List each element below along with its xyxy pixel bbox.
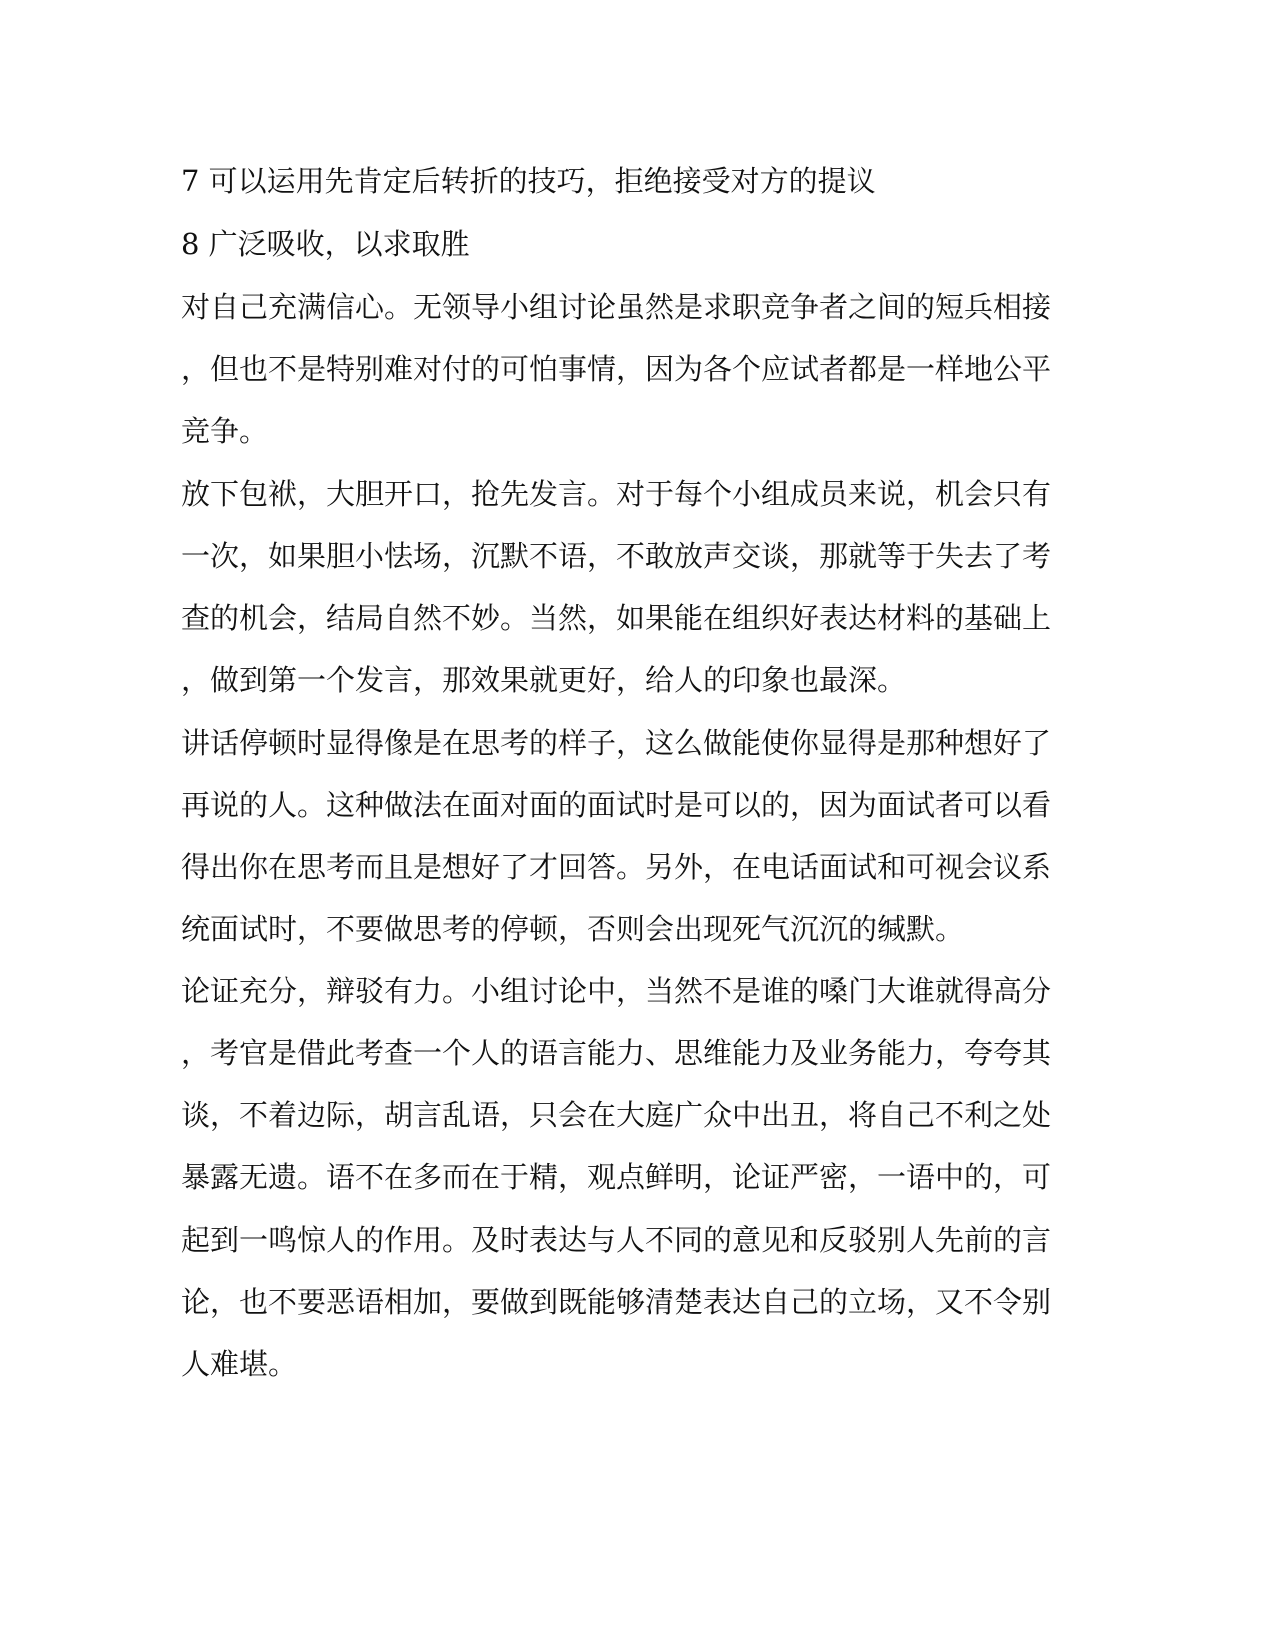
text-line: ，但也不是特别难对付的可怕事情，因为各个应试者都是一样地公平 xyxy=(181,352,1052,386)
text-line: 再说的人。这种做法在面对面的面试时是可以的，因为面试者可以看 xyxy=(181,788,1052,822)
text-line: 起到一鸣惊人的作用。及时表达与人不同的意见和反驳别人先前的言 xyxy=(181,1223,1052,1257)
text-line: 讲话停顿时显得像是在思考的样子，这么做能使你显得是那种想好了 xyxy=(181,726,1052,760)
text-line: 放下包袱，大胆开口，抢先发言。对于每个小组成员来说，机会只有 xyxy=(181,477,1052,511)
text-line: ，考官是借此考查一个人的语言能力、思维能力及业务能力，夸夸其 xyxy=(181,1036,1052,1070)
text-line: 对自己充满信心。无领导小组讨论虽然是求职竞争者之间的短兵相接 xyxy=(181,290,1052,324)
text-line: 8 广泛吸收，以求取胜 xyxy=(181,227,470,261)
text-line: 谈，不着边际，胡言乱语，只会在大庭广众中出丑，将自己不利之处 xyxy=(181,1098,1052,1132)
text-line: 一次，如果胆小怯场，沉默不语，不敢放声交谈，那就等于失去了考 xyxy=(181,539,1052,573)
text-line: 得出你在思考而且是想好了才回答。另外，在电话面试和可视会议系 xyxy=(181,850,1052,884)
text-line: 竞争。 xyxy=(181,414,269,448)
text-line: ，做到第一个发言，那效果就更好，给人的印象也最深。 xyxy=(181,663,907,697)
text-line: 论证充分，辩驳有力。小组讨论中，当然不是谁的嗓门大谁就得高分 xyxy=(181,974,1052,1008)
text-line: 统面试时，不要做思考的停顿，否则会出现死气沉沉的缄默。 xyxy=(181,912,965,946)
text-line: 人难堪。 xyxy=(181,1347,298,1381)
text-line: 暴露无遗。语不在多而在于精，观点鲜明，论证严密，一语中的，可 xyxy=(181,1160,1052,1194)
text-line: 查的机会，结局自然不妙。当然，如果能在组织好表达材料的基础上 xyxy=(181,601,1052,635)
text-line: 论，也不要恶语相加，要做到既能够清楚表达自己的立场，又不令别 xyxy=(181,1285,1052,1319)
text-line: 7 可以运用先肯定后转折的技巧，拒绝接受对方的提议 xyxy=(181,164,876,198)
